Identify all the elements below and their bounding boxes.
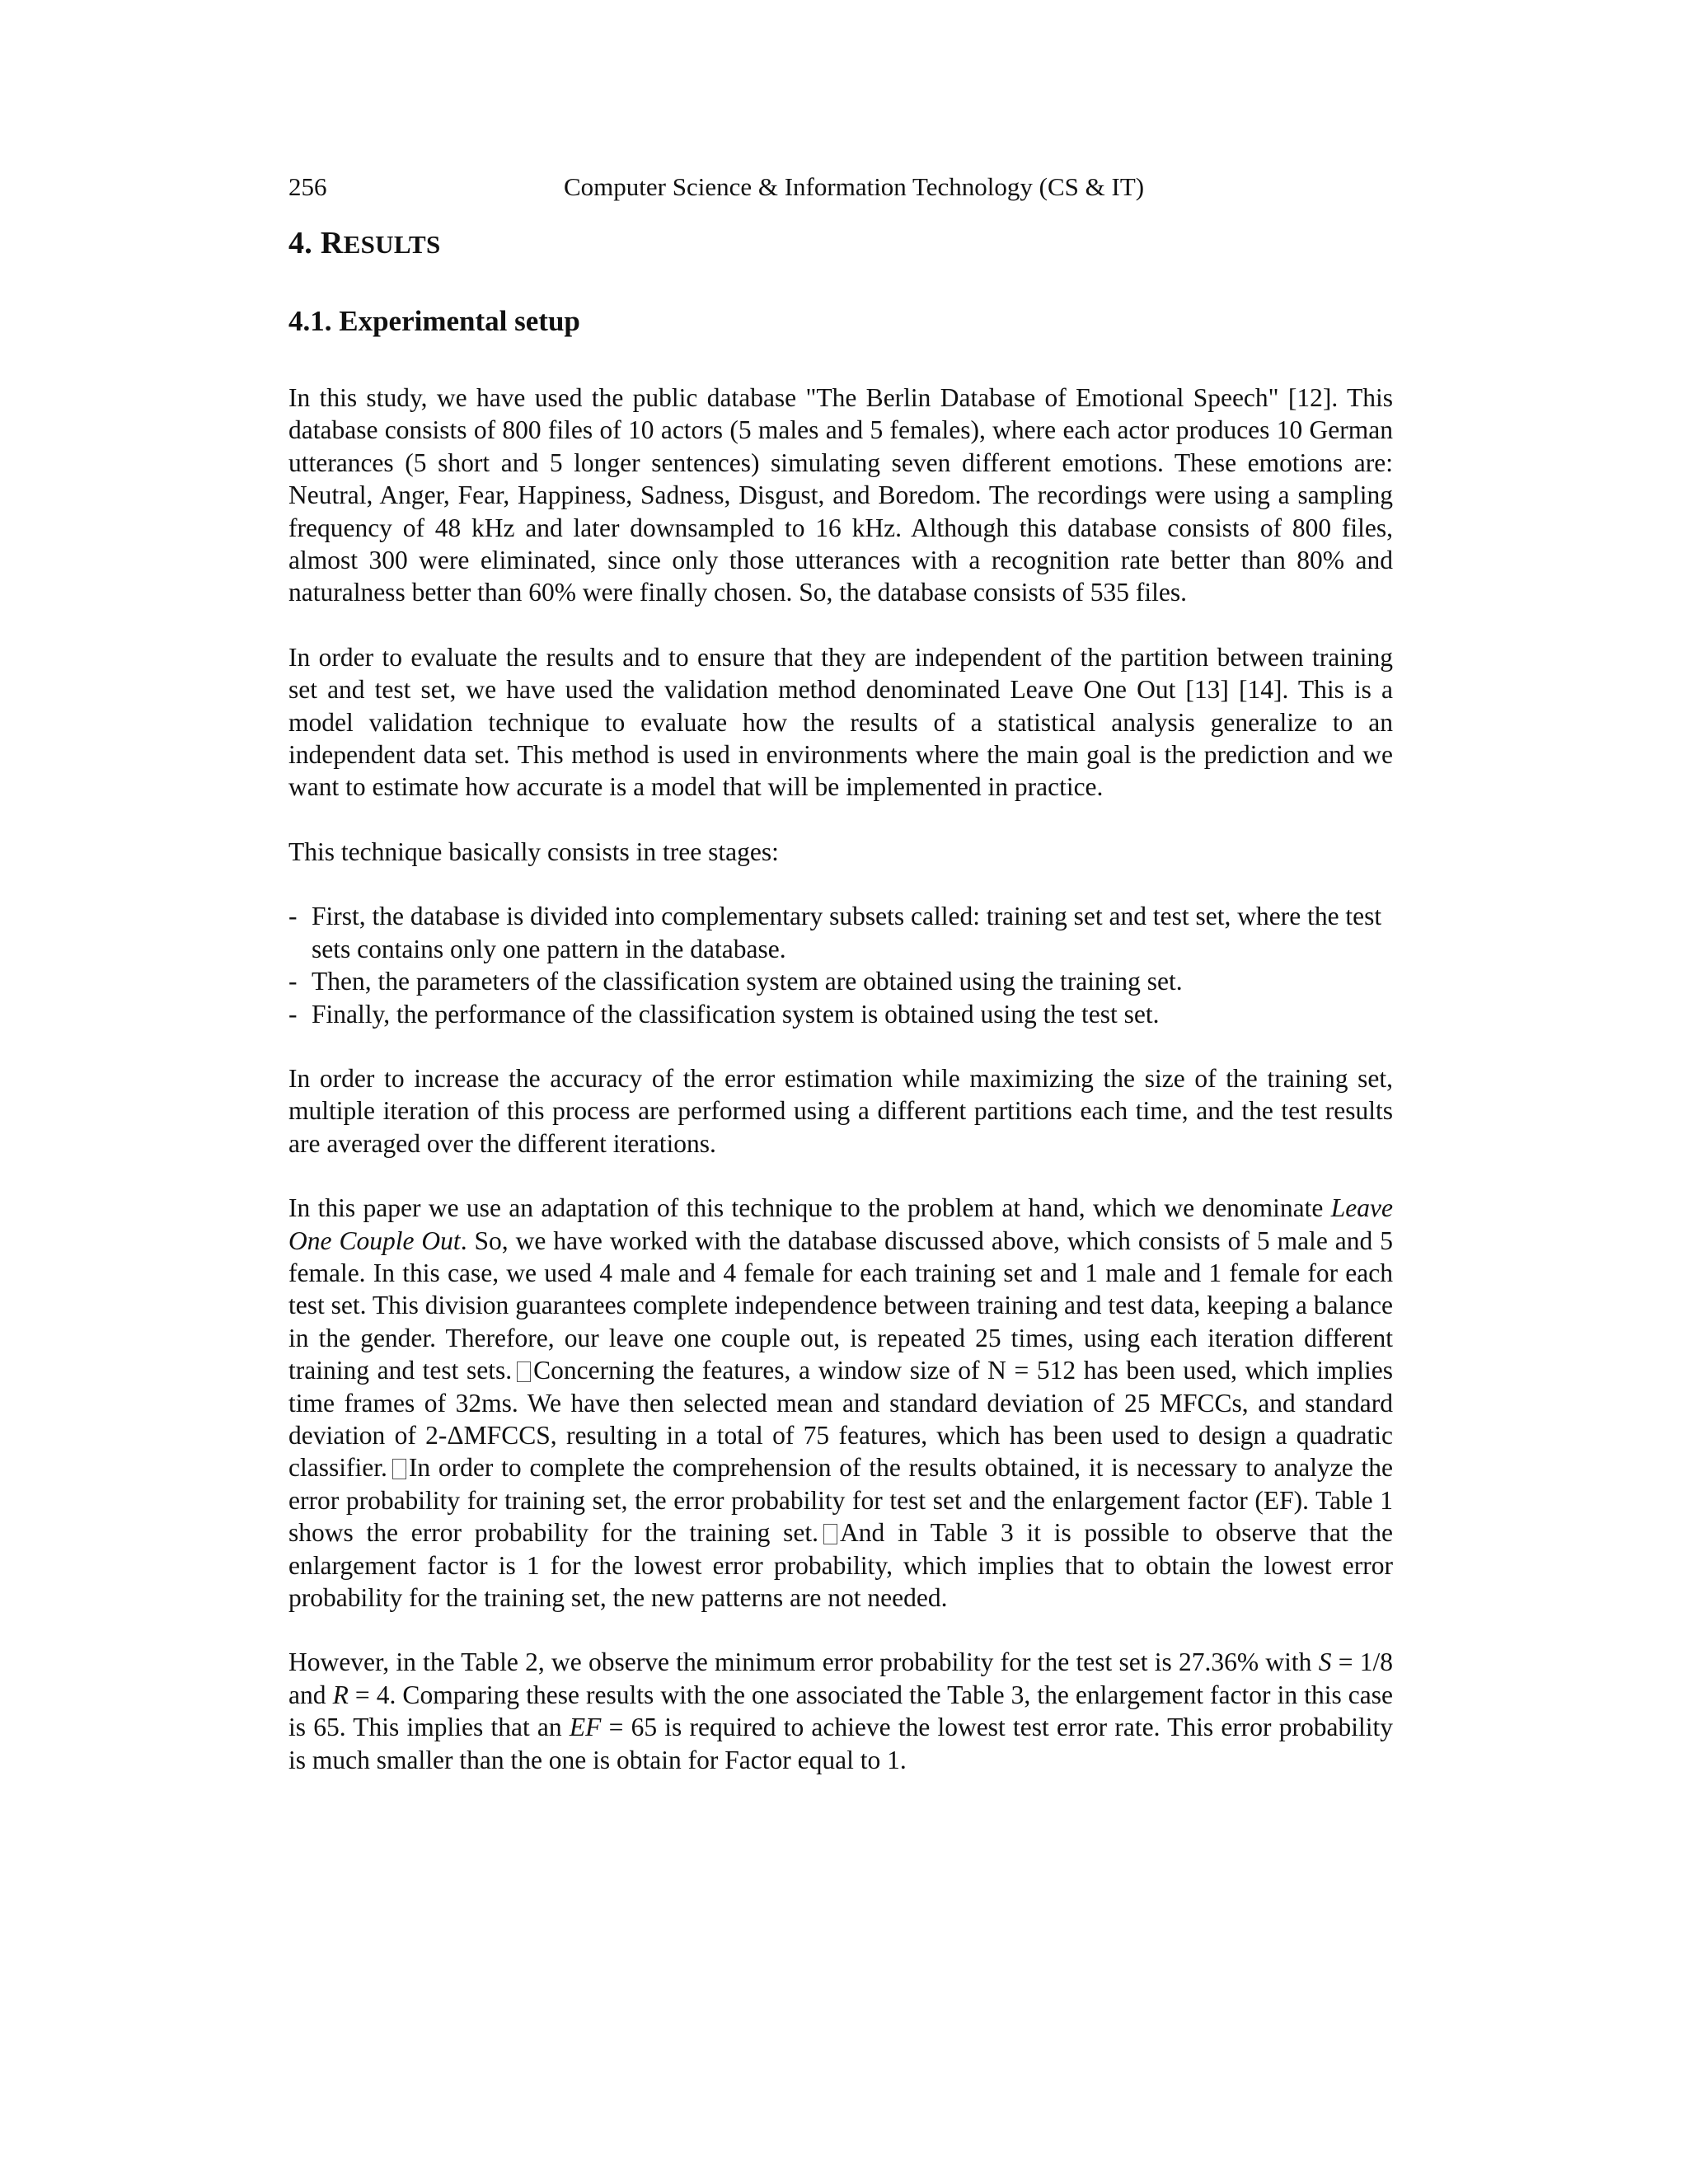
section-title-initial: R — [320, 226, 344, 260]
list-item — [288, 965, 1393, 997]
journal-name: Computer Science & Information Technology (CS & IT) — [564, 172, 1145, 201]
text-segment: Concerning the features, a window size of N = 512 has been used, which implies time frames of 32ms. We have then selected mean and standard deviation of 25 MFCCs, and standard deviation of 2-ΔMFCCS, resulting in a total of 75 features, which has been used to design a quadratic classifier. — [288, 1356, 1393, 1483]
section-number: 4. — [288, 226, 321, 260]
list-item — [288, 900, 1393, 965]
text-segment: = 1/8 and — [288, 1647, 1393, 1709]
section-heading — [288, 223, 1393, 265]
stages-list — [288, 900, 1393, 1030]
missing-glyph-icon — [392, 1459, 406, 1479]
list-item-text: Finally, the performance of the classification system is obtained using the test set. — [312, 999, 1160, 1029]
text-segment: In order to complete the comprehension of the results obtained, it is necessary to analyze the error probability for training set, the error probability for test set and the enlargement factor (EF). Table 1 shows the error probability for the training set. — [288, 1453, 1393, 1548]
subsection-heading: 4.1. Experimental setup — [288, 305, 580, 337]
page — [288, 169, 1393, 1776]
list-item — [288, 998, 1393, 1030]
bullet-dash: - — [288, 967, 298, 996]
missing-glyph-icon — [517, 1361, 531, 1382]
missing-glyph-icon — [823, 1524, 837, 1544]
bullet-dash: - — [288, 902, 298, 931]
text-segment: = 4. Comparing these results with the one associated the Table 3, the enlargement factor in this case is 65. This implies that an — [288, 1680, 1393, 1742]
paragraph-accuracy: In order to increase the accuracy of the error estimation while maximizing the size of the training set, multiple iteration of this process are performed using a different partitions each time, and the test results are averaged over the different iterations. — [288, 1063, 1393, 1158]
text-segment: . So, we have worked with the database discussed above, which consists of 5 male and 5 female. In this case, we used 4 male and 4 female for each training set and 1 male and 1 female for each test set. This division guarantees complete independence between training and test data, keeping a balance in the gender. Therefore, our leave one couple out, is repeated 25 times, using each iteration different training and test sets. — [288, 1226, 1393, 1385]
paragraph-test-error — [288, 1646, 1393, 1776]
section-title-rest: ESULTS — [343, 230, 441, 259]
text-segment: And in Table 3 it is possible to observe that the enlargement factor is 1 for the lowest error probability, which implies that to obtain the lowest error probability for the training set, the new patterns are not needed. — [288, 1518, 1394, 1612]
variable-r: R — [332, 1680, 349, 1709]
variable-s: S — [1318, 1647, 1332, 1677]
page-number: 256 — [288, 172, 327, 201]
running-header — [288, 169, 1393, 205]
paragraph-leave-one-couple-out — [288, 1192, 1393, 1614]
bullet-dash: - — [288, 999, 298, 1029]
method-name: Leave One Couple Out — [288, 1193, 1393, 1255]
paragraph-validation: In order to evaluate the results and to ensure that they are independent of the partition between training set and test set, we have used the validation method denominated Leave One Out [13] [14]. This is a model validation technique to evaluate how the results of a statistical analysis generalize to an independent data set. This method is used in environments where the main goal is the prediction and we want to estimate how accurate is a model that will be implemented in practice. — [288, 642, 1393, 802]
text-segment: However, in the Table 2, we observe the minimum error probability for the test set is 27.36% with — [288, 1647, 1319, 1677]
text-segment: In this paper we use an adaptation of this technique to the problem at hand, which we denominate — [288, 1193, 1331, 1223]
variable-ef: EF — [569, 1713, 602, 1742]
paragraph-database: In this study, we have used the public database "The Berlin Database of Emotional Speech" [12]. This database consists of 800 files of 10 actors (5 males and 5 females), where each actor produces 10 German utterances (5 short and 5 longer sentences) simulating seven different emotions. These emotions are: Neutral, Anger, Fear, Happiness, Sadness, Disgust, and Boredom. The recordings were using a sampling frequency of 48 kHz and later downsampled to 16 kHz. Although this database consists of 800 files, almost 300 were eliminated, since only those utterances with a recognition rate better than 80% and naturalness better than 60% were finally chosen. So, the database consists of 535 files. — [288, 383, 1393, 607]
list-item-text: First, the database is divided into complementary subsets called: training set and test set, where the test sets contains only one pattern in the database. — [312, 902, 1382, 963]
list-item-text: Then, the parameters of the classification system are obtained using the training set. — [312, 967, 1183, 996]
paragraph-stages-intro: This technique basically consists in tree stages: — [288, 837, 779, 866]
text-segment: = 65 is required to achieve the lowest test error rate. This error probability is much smaller than the one is obtain for Factor equal to 1. — [288, 1713, 1393, 1774]
